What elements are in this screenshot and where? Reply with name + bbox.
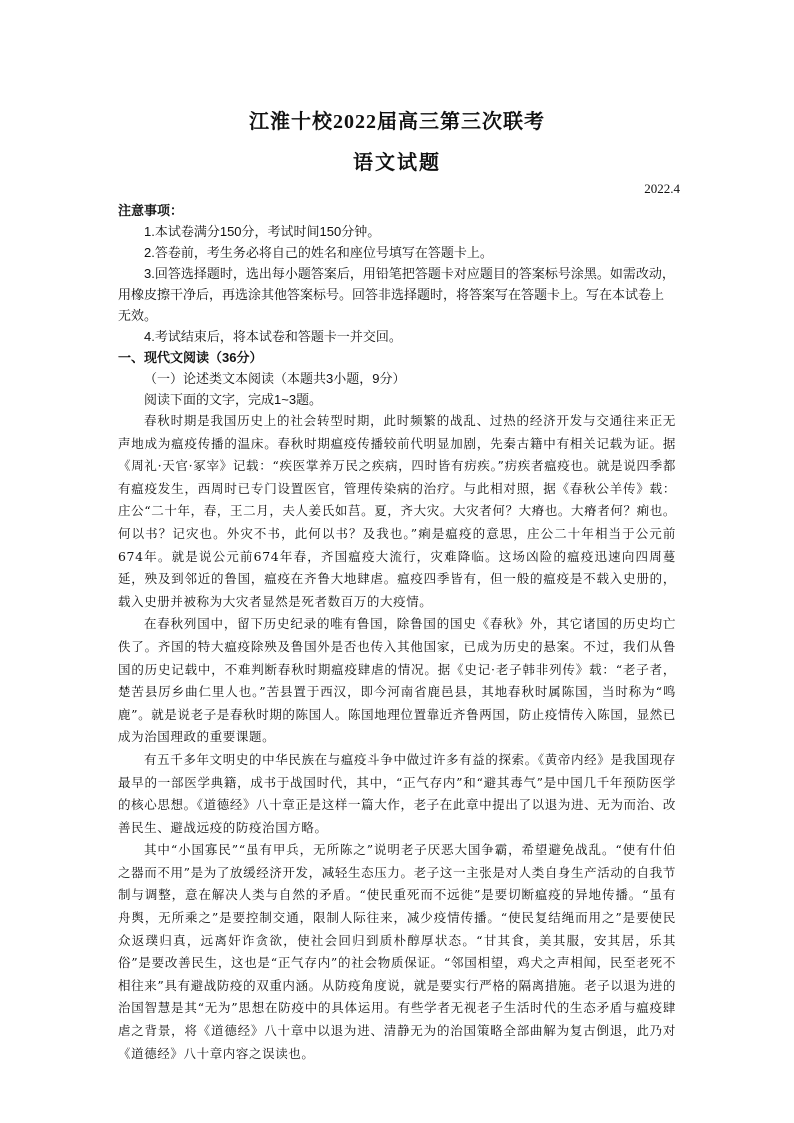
exam-title: 江淮十校2022届高三第三次联考: [249, 111, 545, 133]
exam-date: 2022.4: [644, 181, 680, 196]
reading-article: [118, 410, 676, 1065]
notice-item-3: 3.回答选择题时，选出每小题答案后，用铅笔把答题卡对应题目的答案标号涂黑。如需改动，用橡皮擦干净后，再选涂其他答案标号。回答非选择题时，将答案写在答题卡上。写在本试卷上无效。: [118, 266, 675, 323]
article-paragraph-3: 有五千多年文明史的中华民族在与瘟疫斗争中做过许多有益的探索。《黄帝内经》是我国现存最早的一部医学典籍，成书于战国时代，其中，“正气存内”和“避其毒气”是中国几千年预防医学的核心思想。《道德经》八十章正是这样一篇大作，老子在此章中提出了以退为进、无为而治、改善民生、避战远疫的防疫治国方略。: [118, 751, 676, 835]
article-paragraph-4: 其中“小国寡民”“虽有甲兵，无所陈之”说明老子厌恶大国争霸，希望避免战乱。“使有什伯之器而不用”是为了放缓经济开发，减轻生态压力。老子这一主张是对人类自身生产活动的自我节制与调整，意在解决人类与自然的矛盾。“使民重死而不远徙”是要切断瘟疫的异地传播。“虽有舟舆，无所乘之”是要控制交通，限制人际往来，减少疫情传播。“使民复结绳而用之”是要使民众返璞归真，远离奸诈贪欲，使社会回归到质朴醇厚状态。“甘其食，美其服，安其居，乐其俗”是要改善民生，这也是“正气存内”的社会物质保证。“邻国相望，鸡犬之声相闻，民至老死不相往来”具有避战防疫的双重内涵。从防疫角度说，就是要实行严格的隔离措施。老子以退为进的治国智慧是其“无为”思想在防疫中的具体运用。有些学者无视老子生活时代的生态矛盾与瘟疫肆虐之背景，将《道德经》八十章中以退为进、清静无为的治国策略全部曲解为复古倒退，此乃对《道德经》八十章内容之误读也。: [118, 842, 676, 1061]
section-subheading: （一）论述类文本阅读（本题共3小题，9分）: [144, 371, 406, 386]
notice-item-2: 2.答卷前，考生务必将自己的姓名和座位号填写在答题卡上。: [144, 245, 493, 260]
notice-item-1: 1.本试卷满分150分，考试时间150分钟。: [144, 224, 381, 239]
section-heading: 一、现代文阅读（36分）: [118, 350, 263, 365]
reading-instruction: 阅读下面的文字，完成1~3题。: [144, 392, 323, 407]
article-paragraph-1: 春秋时期是我国历史上的社会转型时期，此时频繁的战乱、过热的经济开发与交通往来正无声地成为瘟疫传播的温床。春秋时期瘟疫传播较前代明显加剧，先秦古籍中有相关记载为证。据《周礼·天官·冢宰》记载：“疾医掌养万民之疾病，四时皆有疠疾。”疠疾者瘟疫也。就是说四季都有瘟疫发生，西周时已专门设置医官，管理传染病的治疗。与此相对照，据《春秋公羊传》载：庄公“二十年，春，王二月，夫人姜氏如莒。夏，齐大灾。大灾者何？大瘠也。大瘠者何？痢也。何以书？记灾也。外灾不书，此何以书？及我也。”痢是瘟疫的意思，庄公二十年相当于公元前674年。就是说公元前674年春，齐国瘟疫大流行，灾难降临。这场凶险的瘟疫迅速向四周蔓延，殃及到邻近的鲁国，瘟疫在齐鲁大地肆虐。瘟疫四季皆有，但一般的瘟疫是不载入史册的，载入史册并被称为大灾者显然是死者数百万的大疫情。: [118, 413, 676, 609]
notice-item-4: 4.考试结束后，将本试卷和答题卡一并交回。: [144, 329, 402, 344]
notice-heading: 注意事项：: [118, 203, 184, 218]
exam-content: [118, 200, 676, 1065]
exam-subtitle: 语文试题: [353, 152, 441, 174]
article-paragraph-2: 在春秋列国中，留下历史纪录的唯有鲁国，除鲁国的国史《春秋》外，其它诸国的历史均亡佚了。齐国的特大瘟疫除殃及鲁国外是否也传入其他国家，已成为历史的悬案。不过，我们从鲁国的历史记载中，不难判断春秋时期瘟疫肆虐的情况。据《史记·老子韩非列传》载：“老子者，楚苦县厉乡曲仁里人也。”苦县置于西汉，即今河南省鹿邑县，其地春秋时属陈国，当时称为“鸣鹿”。就是说老子是春秋时期的陈国人。陈国地理位置靠近齐鲁两国，防止疫情传入陈国，显然已成为治国理政的重要课题。: [118, 616, 676, 745]
